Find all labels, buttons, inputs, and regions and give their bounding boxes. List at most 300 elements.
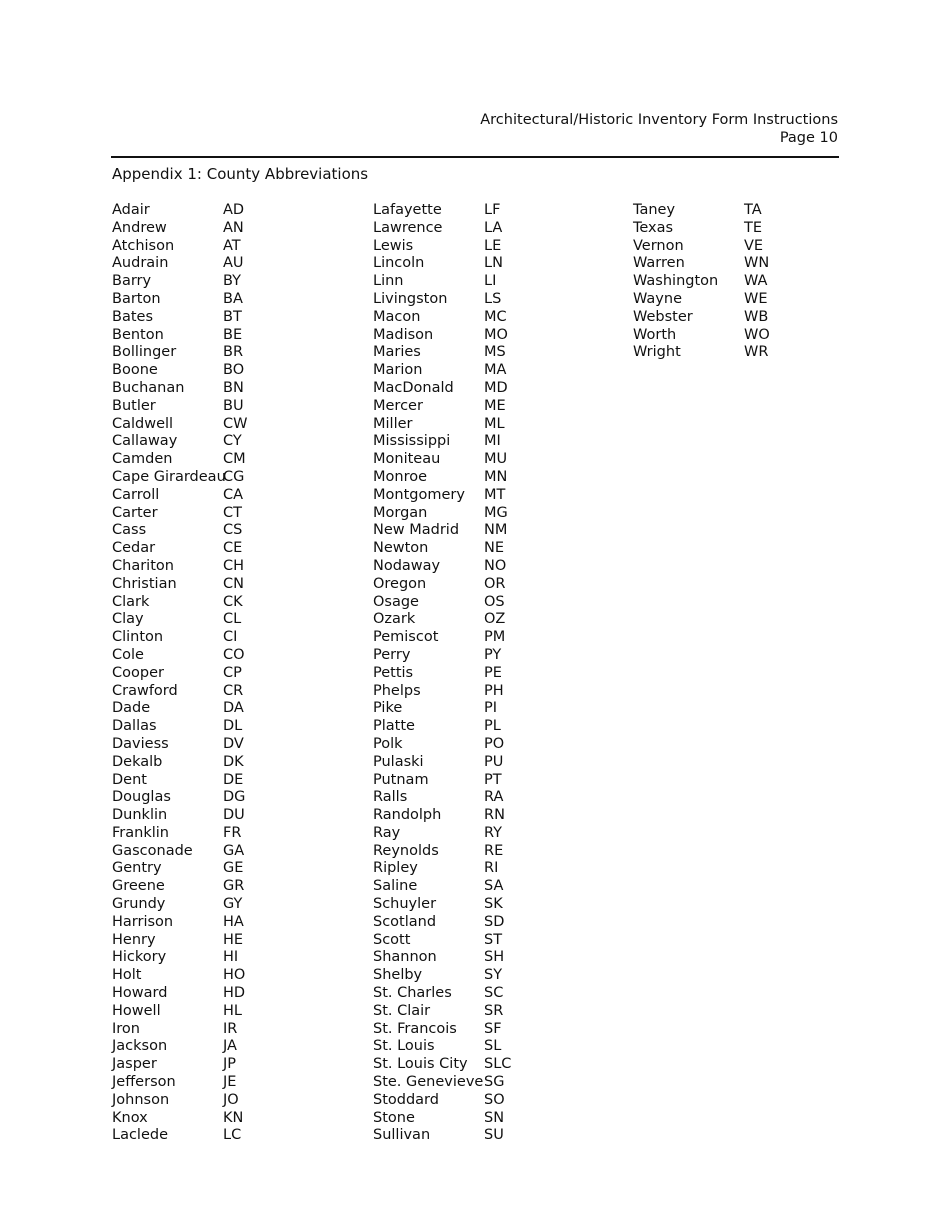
county-name: Moniteau [373,451,441,468]
header-divider [111,156,839,158]
county-name: Lawrence [373,219,443,236]
county-row [373,700,524,718]
county-row [112,344,263,362]
county-name: Greene [112,878,165,895]
county-abbreviation: CI [223,629,238,646]
county-abbreviation: SN [484,1109,505,1126]
county-row [373,362,524,380]
county-name: Carroll [112,486,160,503]
county-name: Ozark [373,611,416,628]
county-name: Buchanan [112,379,185,396]
county-abbreviation: SG [484,1074,505,1091]
county-row [373,665,524,683]
county-name: Linn [373,273,404,290]
county-name: New Madrid [373,522,460,539]
county-abbreviation: MT [484,486,506,503]
county-row [112,789,263,807]
county-abbreviation: DL [223,718,243,735]
county-abbreviation: IR [223,1020,238,1037]
county-abbreviation: BE [223,326,243,343]
county-row [112,825,263,843]
county-name: Clark [112,593,150,610]
county-abbreviation: SO [484,1091,505,1108]
county-name: Pemiscot [373,629,439,646]
county-name: Webster [633,308,693,325]
county-row [373,1092,524,1110]
county-name: Nodaway [373,557,441,574]
county-abbreviation: SC [484,985,504,1002]
county-name: Scotland [373,913,437,930]
county-name: Chariton [112,557,174,574]
county-abbreviation: JE [223,1074,237,1091]
county-abbreviation: LS [484,290,502,307]
county-row [373,202,524,220]
county-row [373,469,524,487]
county-name: Oregon [373,575,427,592]
county-abbreviation: MN [484,468,508,485]
county-abbreviation: DU [223,807,245,824]
county-name: Morgan [373,504,428,521]
county-row [112,878,263,896]
county-name: Stone [373,1109,415,1126]
county-row [112,700,263,718]
county-name: MacDonald [373,379,454,396]
county-name: Gasconade [112,842,193,859]
county-row [373,985,524,1003]
county-abbreviation: BY [223,273,242,290]
county-abbreviation: RE [484,842,504,859]
county-abbreviation: SK [484,896,503,913]
county-row [373,1074,524,1092]
county-abbreviation: GR [223,878,245,895]
county-abbreviation: ML [484,415,505,432]
county-row [112,647,263,665]
county-row [373,540,524,558]
county-row [373,255,524,273]
county-row [373,505,524,523]
county-name: Jefferson [112,1074,176,1091]
county-row [373,914,524,932]
county-abbreviation: NM [484,522,508,539]
county-row [112,843,263,861]
county-name: Howard [112,985,168,1002]
county-name: Shelby [373,967,423,984]
county-name: Clinton [112,629,164,646]
county-abbreviation: NE [484,540,505,557]
county-row [112,220,263,238]
county-name: Adair [112,202,150,218]
county-row [373,967,524,985]
county-abbreviation: AT [223,237,241,254]
county-abbreviation: TA [744,202,762,218]
county-name: Atchison [112,237,175,254]
county-name: Audrain [112,255,169,272]
county-name: Gentry [112,860,162,877]
county-abbreviation: DG [223,789,246,806]
county-abbreviation: SLC [484,1056,512,1073]
county-abbreviation: BN [223,379,244,396]
county-abbreviation: PH [484,682,504,699]
county-abbreviation: JP [223,1056,237,1073]
county-row [112,896,263,914]
county-abbreviation: CH [223,557,245,574]
county-abbreviation: CN [223,575,244,592]
county-row [373,825,524,843]
county-abbreviation: SL [484,1038,502,1055]
county-row [112,362,263,380]
county-abbreviation: SR [484,1002,504,1019]
county-name: Ray [373,824,401,841]
county-abbreviation: BO [223,362,245,379]
county-row [112,540,263,558]
county-column-1 [112,202,263,1145]
county-name: Cooper [112,664,164,681]
county-name: Harrison [112,913,174,930]
county-abbreviation: PT [484,771,502,788]
county-row [633,344,784,362]
county-row [112,1092,263,1110]
county-abbreviation: CA [223,486,244,503]
county-row [112,505,263,523]
county-name: Jackson [112,1038,168,1055]
county-name: Maries [373,344,421,361]
county-name: Schuyler [373,896,437,913]
county-abbreviation: PL [484,718,501,735]
county-abbreviation: CE [223,540,243,557]
county-row [373,487,524,505]
county-row [112,558,263,576]
county-abbreviation: MI [484,433,501,450]
county-name: Clay [112,611,144,628]
county-row [112,594,263,612]
county-name: Monroe [373,468,428,485]
county-name: Washington [633,273,719,290]
section-title: Appendix 1: County Abbreviations [112,165,369,183]
county-row [633,309,784,327]
county-name: Osage [373,593,419,610]
county-row [373,344,524,362]
county-abbreviation: BA [223,290,243,307]
county-row [112,1056,263,1074]
county-abbreviation: CW [223,415,248,432]
county-name: Pulaski [373,753,424,770]
county-name: Hickory [112,949,167,966]
county-name: Pettis [373,664,414,681]
county-name: Laclede [112,1127,169,1144]
county-abbreviation: CG [223,468,245,485]
county-name: Platte [373,718,415,735]
county-name: Scott [373,931,411,948]
county-abbreviation: OZ [484,611,506,628]
county-row [373,949,524,967]
county-name: Franklin [112,824,169,841]
county-name: Lafayette [373,202,442,218]
county-row [112,416,263,434]
county-abbreviation: CT [223,504,242,521]
county-name: Andrew [112,219,167,236]
county-name: Christian [112,575,177,592]
county-row [112,202,263,220]
county-name: Barton [112,290,161,307]
county-name: Reynolds [373,842,439,859]
county-abbreviation: DK [223,753,244,770]
county-row [112,736,263,754]
county-row [373,1127,524,1145]
county-abbreviation: AN [223,219,244,236]
county-row [373,1003,524,1021]
county-name: Polk [373,735,403,752]
county-name: Bates [112,308,153,325]
page-header [480,111,838,147]
page-number: Page 10 [779,130,838,146]
county-abbreviation: SF [484,1020,502,1037]
county-name: Dade [112,700,151,717]
county-abbreviation: AD [223,202,245,218]
county-name: Holt [112,967,142,984]
county-abbreviation: SD [484,913,505,930]
county-name: Ripley [373,860,418,877]
county-row [112,451,263,469]
county-row [373,309,524,327]
county-abbreviation: OS [484,593,505,610]
county-row [112,291,263,309]
county-abbreviation: ME [484,397,506,414]
county-name: St. Francois [373,1020,457,1037]
county-abbreviation: NO [484,557,507,574]
county-abbreviation: LC [223,1127,242,1144]
county-abbreviation: SH [484,949,505,966]
county-abbreviation: GE [223,860,244,877]
county-abbreviation: WN [744,255,770,272]
county-row [112,611,263,629]
county-abbreviation: CP [223,664,242,681]
county-row [112,255,263,273]
county-row [373,878,524,896]
county-abbreviation: PE [484,664,502,681]
county-abbreviation: HD [223,985,246,1002]
county-name: Perry [373,646,411,663]
county-row [112,1038,263,1056]
county-abbreviation: RI [484,860,499,877]
county-row [112,932,263,950]
county-abbreviation: CS [223,522,243,539]
county-abbreviation: JO [223,1091,239,1108]
county-name: Howell [112,1002,161,1019]
document-title: Architectural/Historic Inventory Form Instructions [480,112,838,128]
county-row [373,416,524,434]
county-abbreviation: GA [223,842,245,859]
county-abbreviation: MC [484,308,507,325]
county-abbreviation: LF [484,202,501,218]
county-row [633,327,784,345]
county-name: Montgomery [373,486,465,503]
county-row [373,843,524,861]
county-row [373,327,524,345]
county-name: Pike [373,700,403,717]
county-name: Carter [112,504,158,521]
county-name: Newton [373,540,429,557]
county-abbreviation: LE [484,237,502,254]
county-row [112,469,263,487]
county-column-2 [373,202,524,1145]
county-row [112,665,263,683]
county-abbreviation: CR [223,682,244,699]
county-row [633,273,784,291]
county-name: Cass [112,522,147,539]
county-row [112,860,263,878]
county-name: Randolph [373,807,442,824]
county-name: Barry [112,273,152,290]
county-row [373,860,524,878]
county-row [633,202,784,220]
county-abbreviation: ST [484,931,503,948]
county-name: Iron [112,1020,140,1037]
county-row [112,949,263,967]
county-abbreviation: CO [223,646,245,663]
county-abbreviation: LI [484,273,497,290]
county-abbreviation: WR [744,344,769,361]
county-row [373,594,524,612]
county-name: Sullivan [373,1127,431,1144]
county-abbreviation: WB [744,308,769,325]
county-name: Madison [373,326,434,343]
county-row [112,1074,263,1092]
county-abbreviation: JA [223,1038,237,1055]
county-abbreviation: LA [484,219,503,236]
county-row [373,558,524,576]
county-name: Wright [633,344,681,361]
county-name: Putnam [373,771,429,788]
county-abbreviation: SY [484,967,503,984]
county-name: Daviess [112,735,169,752]
county-row [112,309,263,327]
county-row [373,398,524,416]
county-row [373,1038,524,1056]
county-name: St. Charles [373,985,452,1002]
county-abbreviation: OR [484,575,506,592]
county-abbreviation: LN [484,255,503,272]
county-name: St. Clair [373,1002,431,1019]
county-row [373,1110,524,1128]
county-row [633,255,784,273]
county-abbreviation: FR [223,824,242,841]
county-row [112,1110,263,1128]
county-row [373,611,524,629]
county-name: Knox [112,1109,148,1126]
county-name: Johnson [112,1091,170,1108]
county-abbreviation: PU [484,753,504,770]
county-row [633,238,784,256]
county-abbreviation: WA [744,273,768,290]
county-row [112,985,263,1003]
county-name: Vernon [633,237,684,254]
county-name: Warren [633,255,685,272]
county-row [373,932,524,950]
county-row [373,754,524,772]
county-name: Crawford [112,682,178,699]
county-name: Phelps [373,682,421,699]
county-row [373,629,524,647]
county-row [112,398,263,416]
county-name: Dent [112,771,147,788]
county-abbreviation: HO [223,967,246,984]
county-row [373,220,524,238]
county-abbreviation: MU [484,451,508,468]
county-abbreviation: RY [484,824,503,841]
county-row [112,522,263,540]
county-name: Cape Girardeau [112,468,226,485]
county-column-3 [633,202,784,362]
county-abbreviation: BT [223,308,242,325]
county-name: Bollinger [112,344,177,361]
county-name: Cole [112,646,144,663]
county-abbreviation: TE [744,219,763,236]
county-row [112,273,263,291]
county-abbreviation: DV [223,735,244,752]
county-abbreviation: VE [744,237,764,254]
county-name: Benton [112,326,164,343]
county-name: Ralls [373,789,408,806]
county-abbreviation: WO [744,326,770,343]
county-name: Jasper [112,1056,157,1073]
county-row [112,718,263,736]
county-abbreviation: DE [223,771,244,788]
county-name: Camden [112,451,173,468]
county-name: St. Louis [373,1038,435,1055]
county-abbreviation: PM [484,629,506,646]
county-name: Lincoln [373,255,425,272]
county-row [112,683,263,701]
county-name: Grundy [112,896,166,913]
county-name: Mercer [373,397,423,414]
county-row [373,683,524,701]
county-row [373,772,524,790]
county-row [112,1021,263,1039]
county-abbreviation: AU [223,255,244,272]
county-abbreviation: BR [223,344,244,361]
county-name: Dallas [112,718,157,735]
county-abbreviation: CM [223,451,246,468]
county-name: Caldwell [112,415,174,432]
county-row [373,522,524,540]
county-name: St. Louis City [373,1056,468,1073]
county-abbreviation: CY [223,433,242,450]
county-name: Cedar [112,540,156,557]
county-row [112,327,263,345]
county-row [373,273,524,291]
county-abbreviation: HE [223,931,244,948]
county-name: Henry [112,931,156,948]
county-abbreviation: MA [484,362,507,379]
county-row [112,1127,263,1145]
county-row [373,380,524,398]
county-name: Ste. Genevieve [373,1074,484,1091]
county-name: Miller [373,415,413,432]
county-abbreviation: HI [223,949,239,966]
county-row [112,380,263,398]
county-name: Boone [112,362,158,379]
county-row [373,896,524,914]
county-name: Marion [373,362,423,379]
county-name: Douglas [112,789,171,806]
county-name: Shannon [373,949,437,966]
county-name: Dekalb [112,753,163,770]
county-abbreviation: HL [223,1002,242,1019]
county-abbreviation: RA [484,789,504,806]
county-row [112,772,263,790]
county-name: Butler [112,397,156,414]
county-row [373,789,524,807]
